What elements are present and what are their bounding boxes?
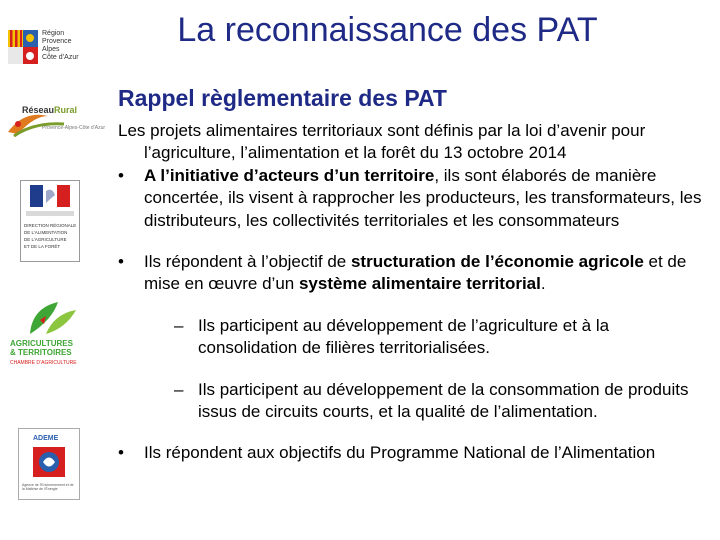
ademe-logo	[18, 428, 80, 500]
bullet-initiative-bold: A l’initiative d’acteurs d’un territoire	[144, 165, 435, 185]
draaf-logo	[20, 180, 80, 262]
ademe-emblem-icon	[29, 445, 69, 479]
region-shield-icon	[8, 30, 38, 64]
region-line2: Provence	[42, 38, 72, 45]
bullet-objectif-bold-2: système alimentaire territorial	[298, 274, 541, 294]
region-logo	[8, 28, 90, 68]
region-line4: Côte d’Azur	[42, 54, 79, 61]
ademe-sub: Agence de l’Environnement et de la Maîtrise de l’Énergie	[22, 483, 74, 491]
reseau-sub: Provence-Alpes-Côte d’Azur	[42, 125, 106, 131]
marianne-icon	[30, 185, 70, 207]
bullet-initiative-text: , ils sont élaborés de manière concertée, ils visent à rapprocher les producteurs, les transformateurs, les distributeurs, les collectivités territoriales et les consommateurs	[144, 165, 702, 230]
bullet-objectif-bold-1: structuration de l’économie agricole	[350, 252, 644, 272]
bullet-pna-text: Ils répondent aux objectifs du Programme National de l’Alimentation	[144, 443, 656, 463]
slide-body	[118, 120, 708, 465]
agri-line1: AGRICULTURES	[10, 339, 73, 348]
draaf-line2: DE L’ALIMENTATION	[24, 230, 68, 235]
leaf-icon	[22, 300, 82, 336]
bullet-objectif-text-b: et de mise en œuvre d’un	[144, 252, 687, 294]
region-line3: Alpes	[42, 46, 60, 53]
intro-paragraph: Les projets alimentaires territoriaux sont définis par la loi d’avenir pour l’agriculture, l’alimentation et la forêt du 13 octobre 2014	[118, 121, 646, 163]
draaf-band	[26, 211, 74, 216]
bullet-initiative	[118, 165, 708, 232]
draaf-line3: DE L’AGRICULTURE	[24, 237, 67, 242]
draaf-line4: ET DE LA FORÊT	[24, 244, 61, 249]
sub-bullet-agriculture: – Ils participent au développement de l’agriculture et à la consolidation de filières territorialisées.	[174, 315, 708, 360]
slide-title: La reconnaissance des PAT	[177, 11, 598, 49]
agri-line2: & TERRITOIRES	[10, 348, 72, 357]
bullet-objectif-text-a: Ils répondent à l’objectif de	[144, 252, 351, 272]
bullet-objectif	[118, 251, 708, 296]
slide-subtitle: Rappel règlementaire des PAT	[118, 85, 447, 111]
reseau-name2: Rural	[54, 105, 78, 115]
region-line1: Région	[42, 30, 65, 37]
bullet-objectif-text-c: .	[540, 274, 546, 294]
agricultures-territoires-logo	[10, 300, 92, 368]
draaf-line1: DIRECTION RÉGIONALE	[24, 223, 77, 228]
ademe-name: ADEME	[33, 435, 59, 442]
agri-line3: CHAMBRE D’AGRICULTURE	[10, 360, 77, 366]
bullet-pna	[118, 442, 708, 464]
reseau-name: Réseau	[22, 105, 55, 115]
reseau-rural-logo	[4, 102, 106, 140]
sub-bullet-circuits-courts: – Ils participent au développement de la consommation de produits issus de circuits courts, et la qualité de l’alimentation.	[174, 379, 708, 424]
